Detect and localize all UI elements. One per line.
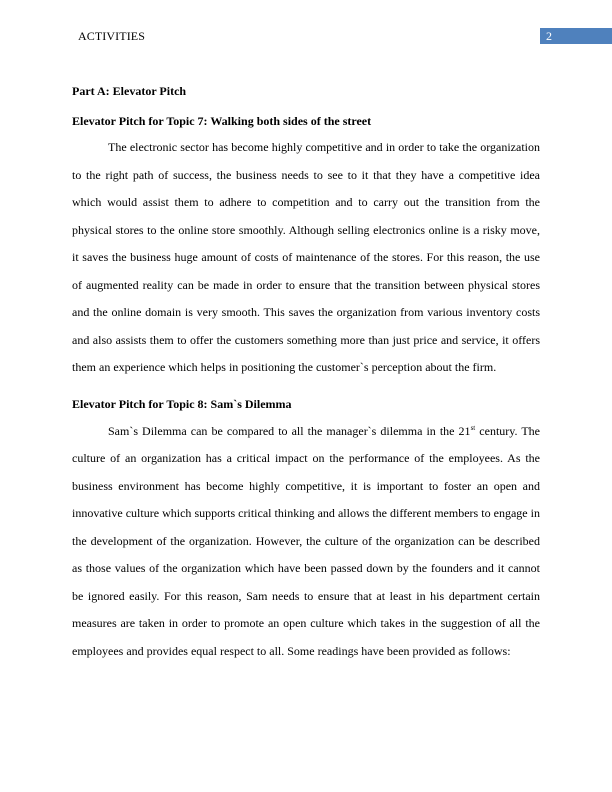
page-number: 2 [540,28,612,44]
topic8-heading: Elevator Pitch for Topic 8: Sam`s Dilemma [72,396,292,411]
document-body [72,80,540,665]
running-head: ACTIVITIES [78,29,145,43]
topic8-paragraph-start: Sam`s Dilemma can be compared to all the manager`s dilemma in the 21 [108,423,471,438]
topic7-paragraph: The electronic sector has become highly competitive and in order to take the organization to the right path of success, the business needs to see to it that they have a competitive idea which would assist them to adhere to competition and to carry out the transition from the physical stores to the online store smoothly. Although selling electronics online is a risky move, it saves the business huge amount of costs of maintenance of the stores. For this reason, the use of augmented reality can be made in order to ensure that the transition between physical stores and the online domain is very smooth. This saves the organization from various inventory costs and also assists them to offer the customers something more than just price and service, it offers them an experience which helps in positioning the customer`s perception about the firm. [72,140,540,374]
topic8-paragraph [72,418,540,666]
ordinal-superscript: st [470,423,476,432]
topic8-paragraph-rest: century. The culture of an organization has a critical impact on the performance of the employees. As the business environment has become highly competitive, it is important to foster an open and innovative culture which supports critical thinking and allows the different members to engage in the development of the organization. However, the culture of the organization can be described as those values of the organization which have been passed down by the founders and it cannot be ignored easily. For this reason, Sam needs to ensure that at least in his department certain measures are taken in order to promote an open culture which takes in the suggestion of all the employees and provides equal respect to all. Some readings have been provided as follows: [72,423,540,658]
topic7-heading: Elevator Pitch for Topic 7: Walking both sides of the street [72,114,372,128]
part-heading: Part A: Elevator Pitch [72,84,187,98]
